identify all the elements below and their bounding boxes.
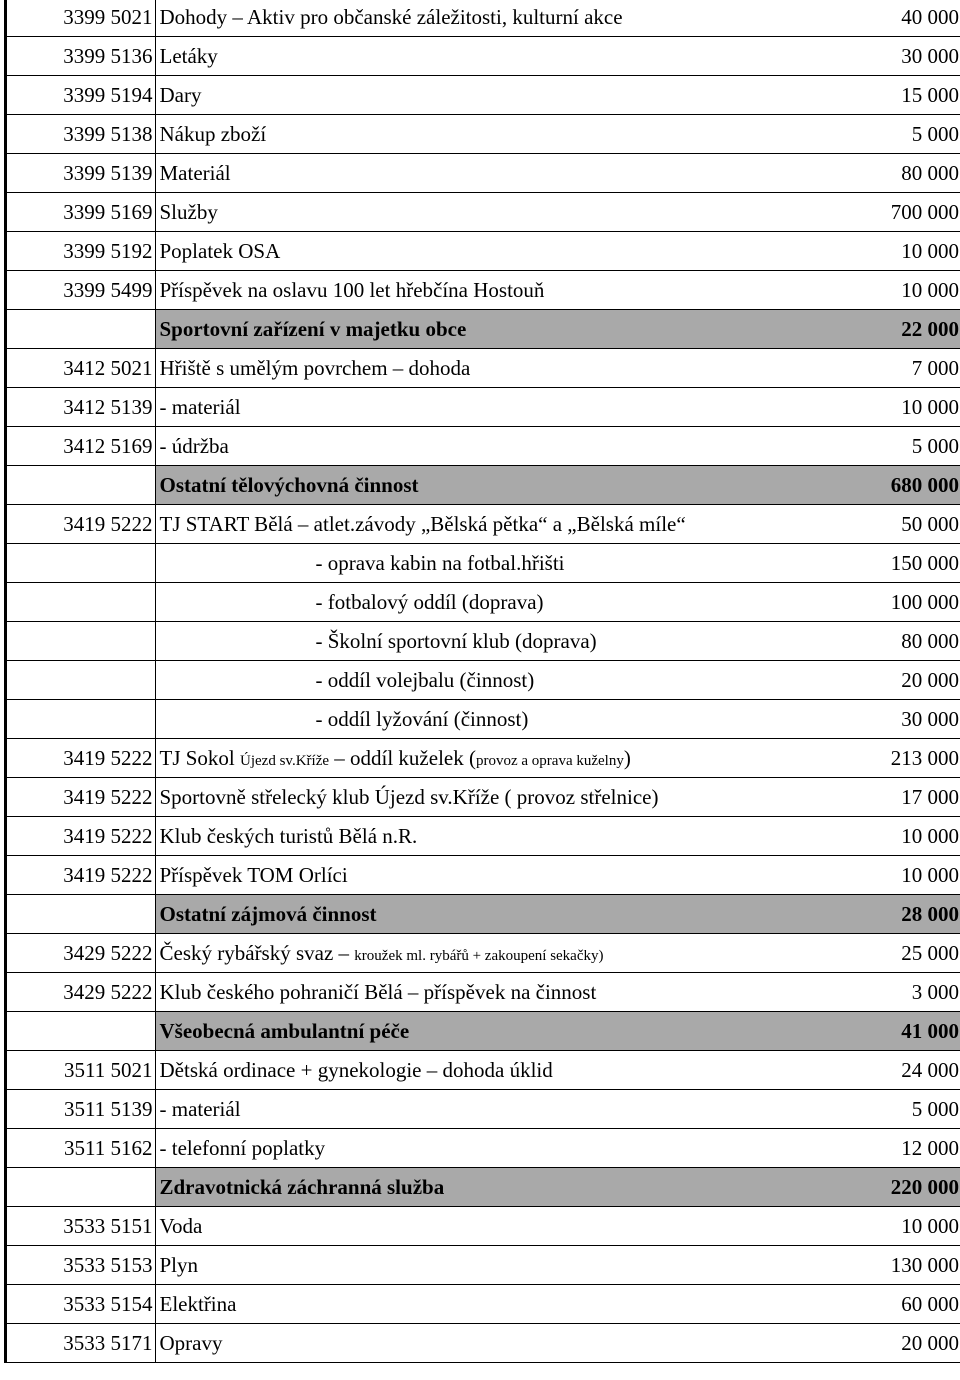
item-amount: 80 000 [839, 622, 960, 661]
section-header-row [7, 310, 960, 349]
item-description-text: Poplatek OSA [159, 238, 281, 263]
item-amount: 25 000 [839, 934, 960, 973]
account-code: 3533 5151 [7, 1207, 155, 1246]
item-amount: 700 000 [839, 193, 960, 232]
item-description [155, 76, 839, 115]
item-description [155, 622, 839, 661]
item-description [155, 934, 839, 973]
table-row [7, 1246, 960, 1285]
item-amount: 213 000 [839, 739, 960, 778]
table-row [7, 700, 960, 739]
item-description-text: - fotbalový oddíl (doprava) [315, 589, 544, 614]
item-description-text: Dary [159, 82, 202, 107]
account-code [7, 583, 155, 622]
section-header-row [7, 1012, 960, 1051]
item-description-text: - Školní sportovní klub (doprava) [315, 628, 597, 653]
table-row [7, 1285, 960, 1324]
table-row [7, 817, 960, 856]
item-amount: 50 000 [839, 505, 960, 544]
item-amount: 30 000 [839, 700, 960, 739]
section-header-row [7, 895, 960, 934]
account-code: 3533 5153 [7, 1246, 155, 1285]
item-description [155, 37, 839, 76]
account-code [7, 622, 155, 661]
item-description-text: Všeobecná ambulantní péče [159, 1018, 410, 1043]
account-code: 3429 5222 [7, 934, 155, 973]
table-row [7, 544, 960, 583]
account-code: 3419 5222 [7, 856, 155, 895]
item-amount: 10 000 [839, 1207, 960, 1246]
account-code: 3412 5139 [7, 388, 155, 427]
item-description [155, 778, 839, 817]
item-amount: 12 000 [839, 1129, 960, 1168]
table-row [7, 934, 960, 973]
item-description-text: Hřiště s umělým povrchem – dohoda [159, 355, 471, 380]
item-description [155, 271, 839, 310]
item-description [155, 973, 839, 1012]
account-code [7, 1168, 155, 1207]
item-amount: 60 000 [839, 1285, 960, 1324]
item-description-note: Újezd sv.Kříže [240, 752, 330, 769]
item-description-text: TJ Sokol [159, 745, 235, 770]
account-code: 3399 5138 [7, 115, 155, 154]
item-description-note: kroužek ml. rybářů + zakoupení sekačky) [354, 947, 604, 964]
table-row [7, 0, 960, 37]
item-description [155, 583, 839, 622]
section-title [155, 1012, 839, 1051]
item-amount: 30 000 [839, 37, 960, 76]
account-code: 3419 5222 [7, 778, 155, 817]
item-description [155, 1285, 839, 1324]
item-amount: 17 000 [839, 778, 960, 817]
item-description-text: - telefonní poplatky [159, 1135, 326, 1160]
item-amount: 10 000 [839, 232, 960, 271]
item-description-text: - oprava kabin na fotbal.hřišti [315, 550, 565, 575]
account-code [7, 661, 155, 700]
item-description [155, 0, 839, 37]
section-title [155, 310, 839, 349]
item-description [155, 700, 839, 739]
item-description-text: - materiál [159, 1096, 241, 1121]
item-description-text: Příspěvek TOM Orlíci [159, 862, 348, 887]
item-amount: 20 000 [839, 661, 960, 700]
item-description-text: Dohody – Aktiv pro občanské záležitosti, kulturní akce [159, 4, 623, 29]
item-description [155, 1090, 839, 1129]
table-row [7, 349, 960, 388]
item-description [155, 544, 839, 583]
budget-table-body [7, 0, 960, 1363]
account-code: 3419 5222 [7, 817, 155, 856]
item-amount: 10 000 [839, 271, 960, 310]
item-amount: 5 000 [839, 1090, 960, 1129]
account-code [7, 310, 155, 349]
item-description [155, 154, 839, 193]
item-description-text: ) [623, 745, 631, 770]
table-row [7, 115, 960, 154]
account-code: 3419 5222 [7, 505, 155, 544]
section-title [155, 895, 839, 934]
table-row [7, 622, 960, 661]
item-description [155, 661, 839, 700]
item-description-text: Sportovně střelecký klub Újezd sv.Kříže ( provoz střelnice) [159, 784, 659, 809]
item-description [155, 1324, 839, 1363]
table-row [7, 232, 960, 271]
item-description [155, 1051, 839, 1090]
item-description-text: Voda [159, 1213, 203, 1238]
item-description-text: Nákup zboží [159, 121, 267, 146]
item-description-text: - oddíl volejbalu (činnost) [315, 667, 535, 692]
account-code: 3429 5222 [7, 973, 155, 1012]
account-code: 3419 5222 [7, 739, 155, 778]
account-code: 3399 5192 [7, 232, 155, 271]
item-description-text: Materiál [159, 160, 231, 185]
item-amount: 15 000 [839, 76, 960, 115]
item-description-text: Opravy [159, 1330, 223, 1355]
item-amount: 10 000 [839, 856, 960, 895]
item-description-text: Dětská ordinace + gynekologie – dohoda úklid [159, 1057, 553, 1082]
table-row [7, 739, 960, 778]
account-code: 3511 5162 [7, 1129, 155, 1168]
item-amount: 40 000 [839, 0, 960, 37]
section-title [155, 1168, 839, 1207]
item-description [155, 388, 839, 427]
table-row [7, 1207, 960, 1246]
account-code: 3399 5136 [7, 37, 155, 76]
item-description-text: Sportovní zařízení v majetku obce [159, 316, 467, 341]
table-row [7, 505, 960, 544]
item-amount: 5 000 [839, 427, 960, 466]
table-row [7, 973, 960, 1012]
item-description-text: Plyn [159, 1252, 199, 1277]
item-amount: 10 000 [839, 388, 960, 427]
account-code: 3399 5194 [7, 76, 155, 115]
table-row [7, 154, 960, 193]
account-code: 3412 5169 [7, 427, 155, 466]
item-description-text: Služby [159, 199, 218, 224]
item-amount: 24 000 [839, 1051, 960, 1090]
item-description-text: Klub českého pohraničí Bělá – příspěvek na činnost [159, 979, 597, 1004]
item-amount: 150 000 [839, 544, 960, 583]
table-row [7, 1090, 960, 1129]
item-description [155, 115, 839, 154]
account-code: 3511 5021 [7, 1051, 155, 1090]
section-total: 680 000 [839, 466, 960, 505]
table-row [7, 1129, 960, 1168]
item-description-text: Český rybářský svaz – [159, 940, 350, 965]
table-row [7, 76, 960, 115]
item-description-text: Ostatní tělovýchovná činnost [159, 472, 419, 497]
item-description-text: Zdravotnická záchranná služba [159, 1174, 445, 1199]
item-description-text: Klub českých turistů Bělá n.R. [159, 823, 418, 848]
account-code: 3533 5154 [7, 1285, 155, 1324]
item-description-text: - materiál [159, 394, 241, 419]
section-header-row [7, 466, 960, 505]
account-code: 3399 5169 [7, 193, 155, 232]
account-code: 3399 5499 [7, 271, 155, 310]
section-title [155, 466, 839, 505]
section-total: 28 000 [839, 895, 960, 934]
item-description [155, 1207, 839, 1246]
table-row [7, 778, 960, 817]
table-row [7, 1051, 960, 1090]
item-description [155, 1129, 839, 1168]
account-code [7, 895, 155, 934]
account-code [7, 700, 155, 739]
item-description [155, 739, 839, 778]
item-description [155, 349, 839, 388]
table-row [7, 427, 960, 466]
item-amount: 100 000 [839, 583, 960, 622]
table-row [7, 388, 960, 427]
budget-sheet [4, 0, 960, 1363]
item-amount: 5 000 [839, 115, 960, 154]
item-description-text: - oddíl lyžování (činnost) [315, 706, 529, 731]
account-code: 3533 5171 [7, 1324, 155, 1363]
table-row [7, 193, 960, 232]
item-description [155, 856, 839, 895]
account-code: 3399 5139 [7, 154, 155, 193]
section-total: 220 000 [839, 1168, 960, 1207]
account-code: 3399 5021 [7, 0, 155, 37]
item-description-text: Letáky [159, 43, 218, 68]
item-description [155, 193, 839, 232]
item-amount: 10 000 [839, 817, 960, 856]
item-description-text: – oddíl kuželek ( [334, 745, 476, 770]
item-amount: 130 000 [839, 1246, 960, 1285]
item-description-text: - údržba [159, 433, 229, 458]
account-code [7, 1012, 155, 1051]
item-description [155, 232, 839, 271]
account-code [7, 544, 155, 583]
table-row [7, 271, 960, 310]
table-row [7, 856, 960, 895]
item-description-text: Ostatní zájmová činnost [159, 901, 377, 926]
table-row [7, 583, 960, 622]
item-amount: 20 000 [839, 1324, 960, 1363]
table-row [7, 37, 960, 76]
section-total: 41 000 [839, 1012, 960, 1051]
item-description [155, 505, 839, 544]
item-amount: 80 000 [839, 154, 960, 193]
table-row [7, 1324, 960, 1363]
section-total: 22 000 [839, 310, 960, 349]
item-description-note: provoz a oprava kuželny [475, 752, 624, 769]
item-amount: 3 000 [839, 973, 960, 1012]
table-row [7, 661, 960, 700]
item-description-text: TJ START Bělá – atlet.závody „Bělská pětka“ a „Bělská míle“ [159, 511, 686, 536]
item-description-text: Elektřina [159, 1291, 237, 1316]
budget-table [7, 0, 960, 1363]
item-amount: 7 000 [839, 349, 960, 388]
item-description [155, 1246, 839, 1285]
account-code: 3412 5021 [7, 349, 155, 388]
item-description [155, 427, 839, 466]
item-description [155, 817, 839, 856]
item-description-text: Příspěvek na oslavu 100 let hřebčína Hostouň [159, 277, 545, 302]
account-code: 3511 5139 [7, 1090, 155, 1129]
account-code [7, 466, 155, 505]
section-header-row [7, 1168, 960, 1207]
